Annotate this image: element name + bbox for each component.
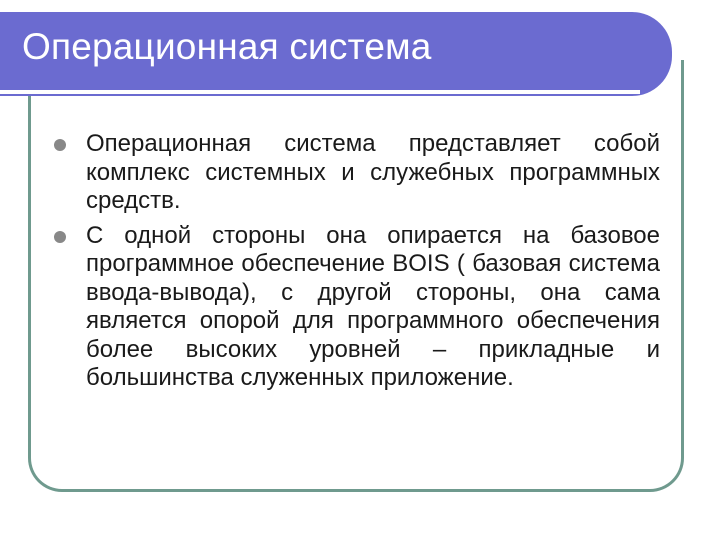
slide-title: Операционная система [22,26,432,67]
bullet-text: Операционная система представляет собой комплекс системных и служебных программных средств. [86,130,660,214]
bullet-list [52,130,660,399]
bullet-dot-icon [54,139,66,151]
bullet-dot-icon [54,231,66,243]
bullet-item [52,222,660,393]
title-underline [0,90,640,94]
bullet-item [52,130,660,216]
bullet-text: С одной стороны она опирается на базовое программное обеспечение BOIS ( базовая система ввода-вывода), с другой стороны, она сама является опорой для программного обеспечения более высоких уровней – прикладные и большинства служенных приложение. [86,221,660,391]
